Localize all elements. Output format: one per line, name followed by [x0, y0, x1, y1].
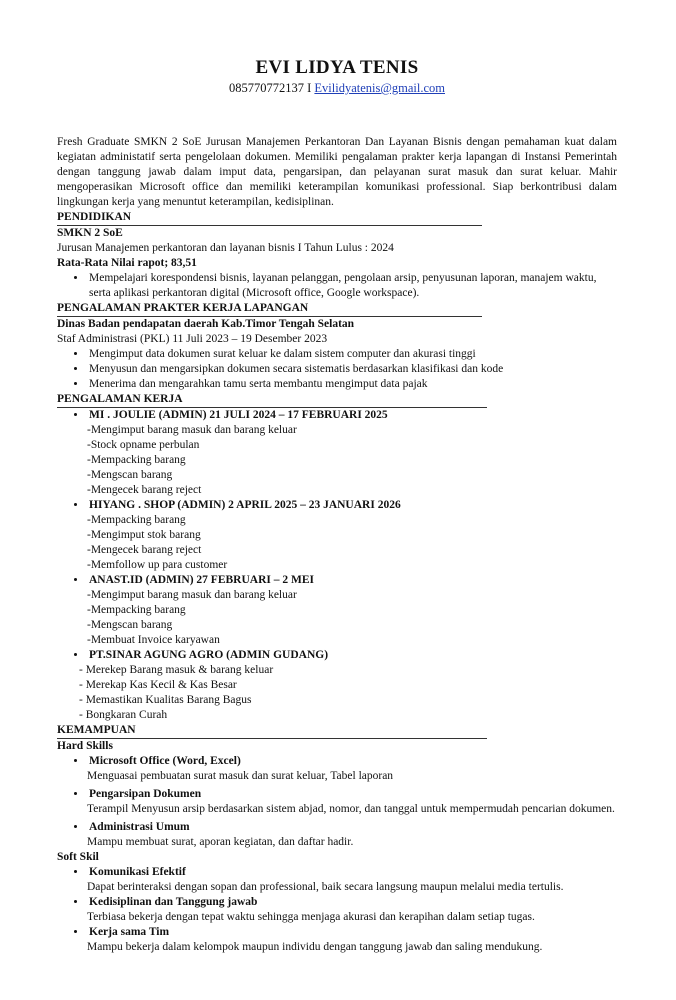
job-list — [57, 573, 617, 588]
job-task: - Merekep Barang masuk & barang keluar — [79, 664, 274, 676]
hard-skills-list — [57, 787, 617, 802]
skill-title: • Kerja sama Tim — [87, 925, 617, 940]
section-heading-education: PENDIDIKAN — [57, 210, 482, 226]
job-task: -Mempacking barang — [87, 454, 186, 466]
hard-skills-heading: Hard Skills — [57, 740, 113, 752]
job-tasks — [57, 663, 617, 723]
job-task: -Mengscan barang — [87, 619, 173, 631]
job-task: -Mengscan barang — [87, 469, 173, 481]
job-list — [57, 408, 617, 423]
job-task: -Mempacking barang — [87, 514, 186, 526]
job-task: -Mengimput stok barang — [87, 529, 201, 541]
internship-role: Staf Administrasi (PKL) 11 Juli 2023 – 19 Desember 2023 — [57, 333, 328, 345]
hard-skills-list — [57, 754, 617, 769]
job-tasks — [57, 588, 617, 648]
internship-org: Dinas Badan pendapatan daerah Kab.Timor Tengah Selatan — [57, 318, 355, 330]
list-item: • Mengimput data dokumen surat keluar ke dalam sistem computer dan akurasi tinggi — [87, 347, 617, 362]
school-name: SMKN 2 SoE — [57, 227, 123, 239]
contact-line — [57, 80, 617, 96]
skill-description: Terampil Menyusun arsip berdasarkan sistem abjad, nomor, dan tanggal untuk mempermudah pencarian dokumen. — [87, 803, 615, 815]
list-item: • Mempelajari korespondensi bisnis, layanan pelanggan, pengolaan arsip, penyusunan laporan, manajem waktu, serta aplikasi perkantoran digital (Microsoft office, Google workspace). — [87, 271, 617, 301]
job-task: - Bongkaran Curah — [79, 709, 168, 721]
skill-title: • Komunikasi Efektif — [87, 865, 617, 880]
job-title: • PT.SINAR AGUNG AGRO (ADMIN GUDANG) — [87, 648, 617, 663]
job-tasks — [57, 423, 617, 498]
job-title: • ANAST.ID (ADMIN) 27 FEBRUARI – 2 MEI — [87, 573, 617, 588]
job-task: -Memfollow up para customer — [87, 559, 228, 571]
grade-line: Rata-Rata Nilai rapot; 83,51 — [57, 257, 197, 269]
skill-title: • Pengarsipan Dokumen — [87, 787, 617, 802]
job-task: -Mengecek barang reject — [87, 484, 202, 496]
section-heading-work: PENGALAMAN KERJA — [57, 392, 487, 408]
skill-title: • Kedisiplinan dan Tanggung jawab — [87, 895, 617, 910]
education-bullets — [57, 271, 617, 301]
soft-skills-list — [57, 865, 617, 880]
soft-skills-heading: Soft Skil — [57, 851, 99, 863]
section-heading-internship: PENGALAMAN PRAKTER KERJA LAPANGAN — [57, 301, 482, 317]
resume-body — [57, 135, 617, 955]
job-title: • MI . JOULIE (ADMIN) 21 JULI 2024 – 17 FEBRUARI 2025 — [87, 408, 617, 423]
job-task: -Mengecek barang reject — [87, 544, 202, 556]
job-task: -Membuat Invoice karyawan — [87, 634, 220, 646]
skill-description: Mampu membuat surat, aporan kegiatan, dan daftar hadir. — [87, 836, 354, 848]
contact-separator: I — [307, 81, 312, 95]
job-task: -Stock opname perbulan — [87, 439, 200, 451]
job-list — [57, 648, 617, 663]
profile-summary: Fresh Graduate SMKN 2 SoE Jurusan Manajemen Perkantoran Dan Layanan Bisnis dengan pemahaman kuat dalam kegiatan administatif serta pengelolaan dokumen. Memiliki pengalaman prakter kerja lapangan di Instansi Pemerintah dengan tanggung jawab dalam imput data, pengarsipan, dan pelayanan surat masuk dan surat keluar. Mahir mengoperasikan Microsoft office dan memiliki keterampilan komunikasi professional. Siap berkontribusi dalam lingkungan kerja yang menuntut keterampilan, kedisiplinan. — [57, 136, 617, 208]
job-task: - Merekap Kas Kecil & Kas Besar — [79, 679, 237, 691]
skill-title: • Administrasi Umum — [87, 820, 617, 835]
hard-skills-list — [57, 820, 617, 835]
job-list — [57, 498, 617, 513]
skill-description: Terbiasa bekerja dengan tepat waktu sehingga menjaga akurasi dan kerapihan dalam setiap tugas. — [87, 911, 535, 923]
job-task: -Mengimput barang masuk dan barang keluar — [87, 424, 297, 436]
major-line: Jurusan Manajemen perkantoran dan layanan bisnis I Tahun Lulus : 2024 — [57, 242, 394, 254]
job-tasks — [57, 513, 617, 573]
skill-description: Dapat berinteraksi dengan sopan dan professional, baik secara langsung maupun melalui media tertulis. — [87, 881, 564, 893]
job-task: - Memastikan Kualitas Barang Bagus — [79, 694, 252, 706]
list-item: • Menyusun dan mengarsipkan dokumen secara sistematis berdasarkan klasifikasi dan kode — [87, 362, 617, 377]
candidate-name: EVI LIDYA TENIS — [255, 57, 419, 78]
job-task: -Mempacking barang — [87, 604, 186, 616]
soft-skills-list — [57, 925, 617, 940]
skill-title: • Microsoft Office (Word, Excel) — [87, 754, 617, 769]
skill-description: Mampu bekerja dalam kelompok maupun individu dengan tanggung jawab dan saling mendukung. — [87, 941, 543, 953]
section-heading-skills: KEMAMPUAN — [57, 723, 487, 739]
skill-description: Menguasai pembuatan surat masuk dan surat keluar, Tabel laporan — [87, 770, 394, 782]
email-link[interactable]: Evilidyatenis@gmail.com — [314, 81, 445, 95]
soft-skills-list — [57, 895, 617, 910]
job-title: • HIYANG . SHOP (ADMIN) 2 APRIL 2025 – 23 JANUARI 2026 — [87, 498, 617, 513]
list-item: • Menerima dan mengarahkan tamu serta membantu mengimput data pajak — [87, 377, 617, 392]
job-task: -Mengimput barang masuk dan barang keluar — [87, 589, 297, 601]
internship-bullets — [57, 347, 617, 392]
phone-number: 085770772137 — [228, 81, 304, 95]
